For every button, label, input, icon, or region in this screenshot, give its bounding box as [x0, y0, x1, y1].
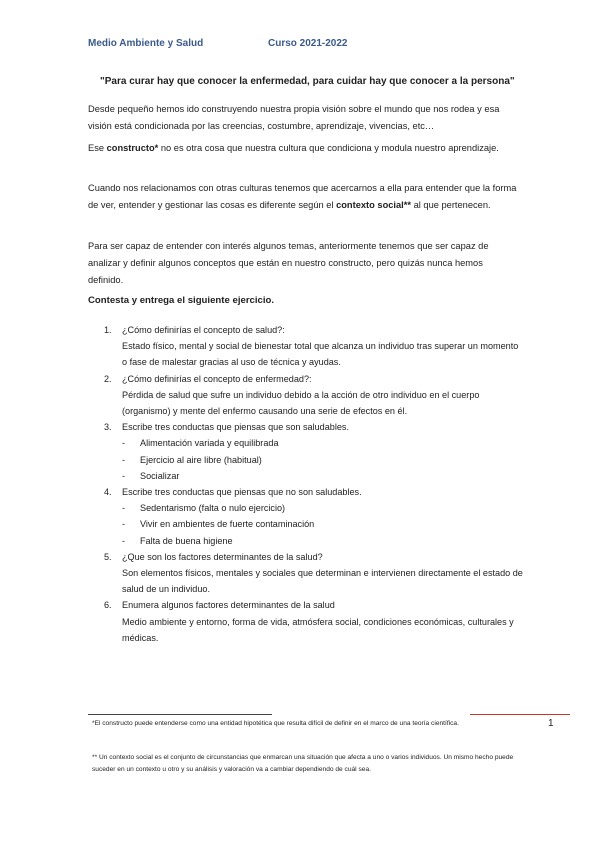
question-number: 2. — [104, 373, 112, 384]
paragraph-1: Desde pequeño hemos ido construyendo nuestra propia visión sobre el mundo que nos rodea y esa visión está condicionada por las creencias, costumbre, aprendizaje, vivencias, etc… — [88, 104, 500, 131]
list-item — [104, 533, 524, 549]
list-item — [104, 468, 524, 484]
question-number: 6. — [104, 600, 112, 611]
document-header — [88, 38, 347, 49]
paragraph-3-text: Cuando nos relacionamos con otras culturas tenemos que acercarnos a ella para entender que la forma de ver, entender y gestionar las cosas es diferente según el — [88, 183, 517, 210]
question-text: ¿Cómo definirías el concepto de enfermedad?: — [122, 373, 312, 384]
quote-heading: "Para curar hay que conocer la enfermedad, para cuidar hay que conocer a la persona" — [100, 76, 515, 87]
page-number-rule — [470, 714, 570, 715]
answer-5: Son elementos físicos, mentales y sociales que determinan e intervienen directamente el estado de salud de un individuo. — [122, 568, 523, 595]
question-text: ¿Que son los factores determinantes de la salud? — [122, 551, 323, 562]
paragraph-4: Para ser capaz de entender con interés algunos temas, anteriormente tenemos que ser capaz de analizar y definir algunos conceptos que están en nuestro constructo, pero quizás nunca hemos definido. — [88, 241, 489, 285]
dash-bullet: - — [122, 438, 126, 449]
subject-title: Medio Ambiente y Salud — [88, 38, 204, 49]
question-text: ¿Cómo definirías el concepto de salud?: — [122, 325, 285, 335]
constructo-term: constructo* — [106, 143, 159, 153]
question-2 — [104, 371, 524, 387]
list-item-text: Ejercicio al aire libre (habitual) — [140, 454, 262, 465]
dash-bullet: - — [122, 519, 126, 530]
paragraph-2-text-end: no es otra cosa que nuestra cultura que condiciona y modula nuestro aprendizaje. — [158, 143, 499, 153]
question-number: 1. — [104, 325, 112, 335]
list-item-text: Alimentación variada y equilibrada — [140, 438, 279, 449]
list-item-text: Sedentarismo (falta o nulo ejercicio) — [140, 503, 286, 514]
question-list — [104, 322, 524, 646]
course-year: Curso 2021-2022 — [267, 38, 348, 49]
answer-1: Estado físico, mental y social de bienestar total que alcanza un individuo tras superar un momento o fase de malestar gracias al uso de técnica y ayudas. — [122, 341, 519, 368]
list-item — [104, 452, 524, 468]
dash-bullet: - — [122, 503, 126, 514]
paragraph-3-text-end: al que pertenecen. — [411, 200, 491, 210]
answer-6: Medio ambiente y entorno, forma de vida, atmósfera social, condiciones económicas, culturales y médicas. — [122, 616, 514, 643]
answer-2: Pérdida de salud que sufre un individuo debido a la acción de otro individuo en el cuerpo (organismo) y mente del enfermo causando una serie de efectos en él. — [122, 389, 480, 417]
dash-bullet: - — [122, 535, 126, 546]
question-6 — [104, 597, 524, 613]
paragraph-3 — [88, 180, 518, 214]
question-5 — [104, 549, 524, 565]
question-number: 3. — [104, 422, 112, 433]
question-number: 5. — [104, 551, 112, 562]
question-4 — [104, 484, 524, 500]
footnote-divider — [88, 714, 272, 715]
paragraph-2 — [88, 140, 518, 157]
list-item-text: Falta de buena higiene — [140, 535, 233, 546]
contexto-social-term: contexto social** — [336, 200, 411, 210]
dash-bullet: - — [122, 470, 126, 481]
footnote-2: ** Un contexto social es el conjunto de circunstancias que enmarcan una situación que afecta a uno o varios individuos. Un mismo hecho puede suceder en un contexto u otro y su análisis y valoración va a cambiar dependiendo de cuál sea. — [92, 754, 514, 773]
list-item-text: Socializar — [140, 470, 180, 481]
question-text: Escribe tres conductas que piensas que no son saludables. — [122, 487, 362, 498]
task-heading: Contesta y entrega el siguiente ejercicio. — [88, 295, 275, 306]
list-item — [104, 516, 524, 532]
question-number: 4. — [104, 487, 112, 498]
paragraph-2-text: Ese — [88, 143, 107, 153]
dash-bullet: - — [122, 454, 126, 465]
question-text: Enumera algunos factores determinantes de la salud — [122, 600, 335, 611]
question-3 — [104, 419, 524, 435]
list-item-text: Vivir en ambientes de fuerte contaminación — [140, 519, 315, 530]
question-text: Escribe tres conductas que piensas que son saludables. — [122, 422, 349, 433]
question-1 — [104, 322, 524, 338]
list-item — [104, 500, 524, 516]
list-item — [104, 435, 524, 451]
page-number: 1 — [548, 718, 554, 729]
footnote-1: *El constructo puede entenderse como una entidad hipotética que resulta difícil de definir en el marco de una teoría científica. — [92, 720, 459, 727]
